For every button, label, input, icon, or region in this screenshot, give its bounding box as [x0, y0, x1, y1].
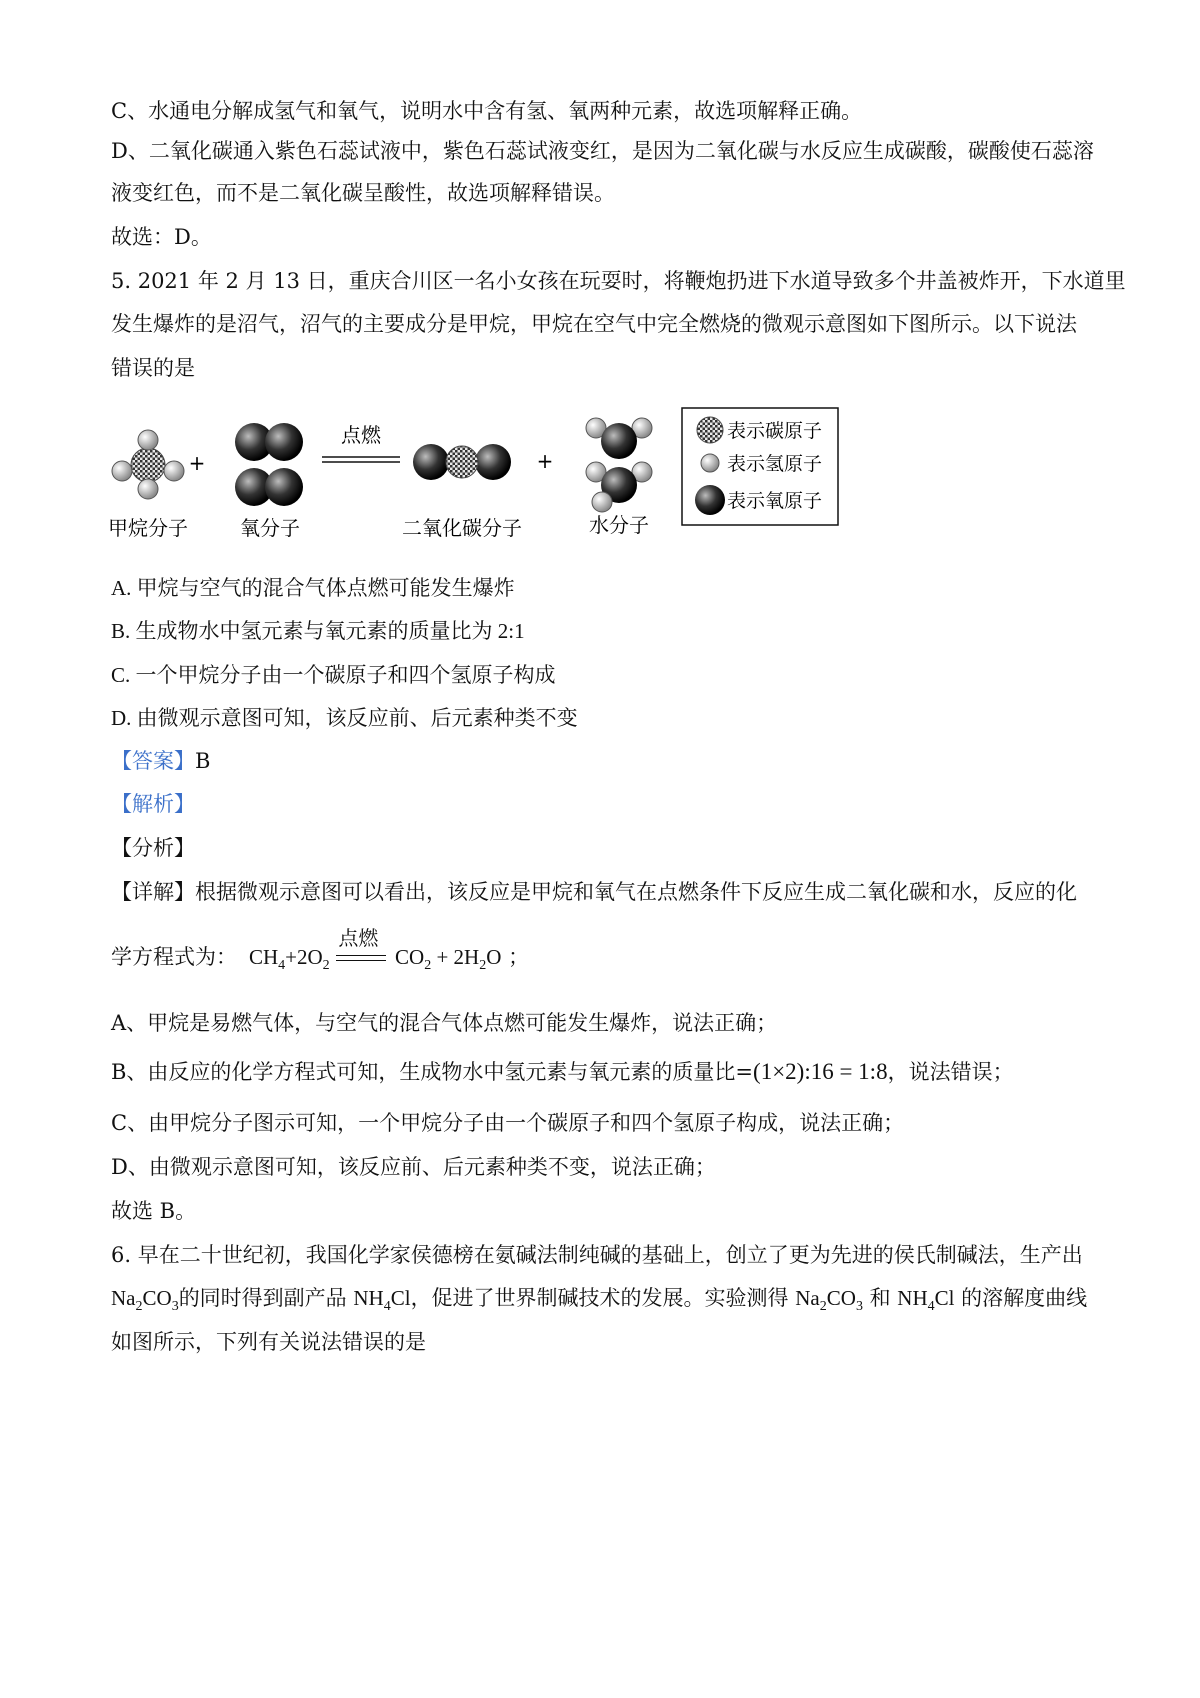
prev-explanation-d-line1: D、二氧化碳通入紫色石蕊试液中，紫色石蕊试液变红，是因为二氧化碳与水反应生成碳酸，碳酸使石蕊溶 [111, 139, 1094, 163]
q5-option-d: D. 由微观示意图可知，该反应前、后元素种类不变 [111, 706, 578, 730]
analysis-tag: 【解析】 [111, 792, 195, 816]
mass-ratio-math: (1×2):16 = 1:8 [753, 1059, 888, 1084]
label-co2: 二氧化碳分子 [402, 516, 522, 540]
reaction-condition: 点燃 [341, 423, 381, 447]
plus-sign-2: + [536, 449, 554, 473]
atom-legend [682, 408, 838, 525]
plus-sign-1: + [188, 451, 206, 475]
equation-condition: 点燃 [338, 925, 379, 950]
q6-stem-line1: 6. 早在二十世纪初，我国化学家侯德榜在氨碱法制纯碱的基础上，创立了更为先进的侯氏制碱法，生产出 [111, 1243, 1083, 1267]
detail-tag: 【详解】 [111, 880, 195, 904]
q6-text-a: 的同时得到副产品 [178, 1286, 354, 1310]
explanation-d: D、由微观示意图可知，该反应前、后元素种类不变，说法正确； [111, 1155, 716, 1179]
equation-end: ； [508, 945, 530, 969]
prev-choice: 故选：D。 [111, 225, 212, 249]
q5-choice: 故选 B。 [111, 1199, 197, 1223]
explanation-b-end: ，说法错误； [887, 1060, 1014, 1084]
q6-text-b: ，促进了世界制碱技术的发展。实验测得 [410, 1286, 796, 1310]
water-molecules [586, 418, 652, 512]
prev-explanation-d-line2: 液变红色，而不是二氧化碳呈酸性，故选项解释错误。 [111, 181, 615, 205]
q5-option-b: B. 生成物水中氢元素与氧元素的质量比为 2:1 [111, 619, 525, 643]
q5-stem-line3: 错误的是 [111, 356, 195, 380]
q5-option-a: A. 甲烷与空气的混合气体点燃可能发生爆炸 [111, 576, 515, 600]
answer-line [111, 746, 210, 776]
q6-stem-line2: $Na_2CO_3$的同时得到副产品 $NH_4Cl$，促进了世界制碱技术的发展。实验测得 $Na_2CO_3$ 和 $NH_4Cl$ 的溶解度曲线 [111, 1286, 1088, 1314]
fenxi-tag: 【分析】 [111, 836, 195, 860]
reaction-diagram [100, 400, 920, 570]
legend-carbon: 表示碳原子 [727, 420, 823, 442]
answer-value: B [195, 749, 211, 773]
legend-oxygen: 表示氧原子 [727, 490, 823, 512]
explanation-c: C、由甲烷分子图示可知，一个甲烷分子由一个碳原子和四个氢原子构成，说法正确； [111, 1111, 905, 1135]
q6-text-d: 的溶解度曲线 [954, 1286, 1088, 1310]
label-methane: 甲烷分子 [108, 516, 188, 540]
prev-explanation-c: C、水通电分解成氢气和氧气，说明水中含有氢、氧两种元素，故选项解释正确。 [111, 99, 863, 123]
q6-text-c: 和 [862, 1286, 898, 1310]
legend-hydrogen: 表示氢原子 [727, 453, 823, 475]
equation-line: 学方程式为： $CH_4+2O_2$ 点燃 $CO_2 + 2H_2O$ ； [111, 942, 529, 981]
explanation-b [111, 1057, 1014, 1087]
q6-stem-line3: 如图所示，下列有关说法错误的是 [111, 1330, 426, 1354]
label-water: 水分子 [589, 513, 649, 537]
q5-stem-line2: 发生爆炸的是沼气，沼气的主要成分是甲烷，甲烷在空气中完全燃烧的微观示意图如下图所示。以下说法 [111, 312, 1077, 336]
explanation-b-text: B、由反应的化学方程式可知，生成物水中氢元素与氧元素的质量比= [111, 1060, 754, 1084]
q5-stem-line1: 5. 2021 年 2 月 13 日，重庆合川区一名小女孩在玩耍时，将鞭炮扔进下水道导致多个井盖被炸开，下水道里 [111, 269, 1126, 293]
explanation-a: A、甲烷是易燃气体，与空气的混合气体点燃可能发生爆炸，说法正确； [111, 1011, 778, 1035]
answer-tag: 【答案】 [111, 749, 195, 773]
detail-line1 [111, 877, 1077, 907]
label-oxygen: 氧分子 [240, 516, 300, 540]
detail-text: 根据微观示意图可以看出，该反应是甲烷和氧气在点燃条件下反应生成二氧化碳和水，反应的化 [195, 880, 1077, 904]
q5-option-c: C. 一个甲烷分子由一个碳原子和四个氢原子构成 [111, 663, 556, 687]
oxygen-molecules [235, 423, 303, 506]
co2-molecule [413, 444, 511, 480]
methane-molecule [112, 430, 184, 499]
equation-prefix: 学方程式为： [111, 945, 237, 969]
